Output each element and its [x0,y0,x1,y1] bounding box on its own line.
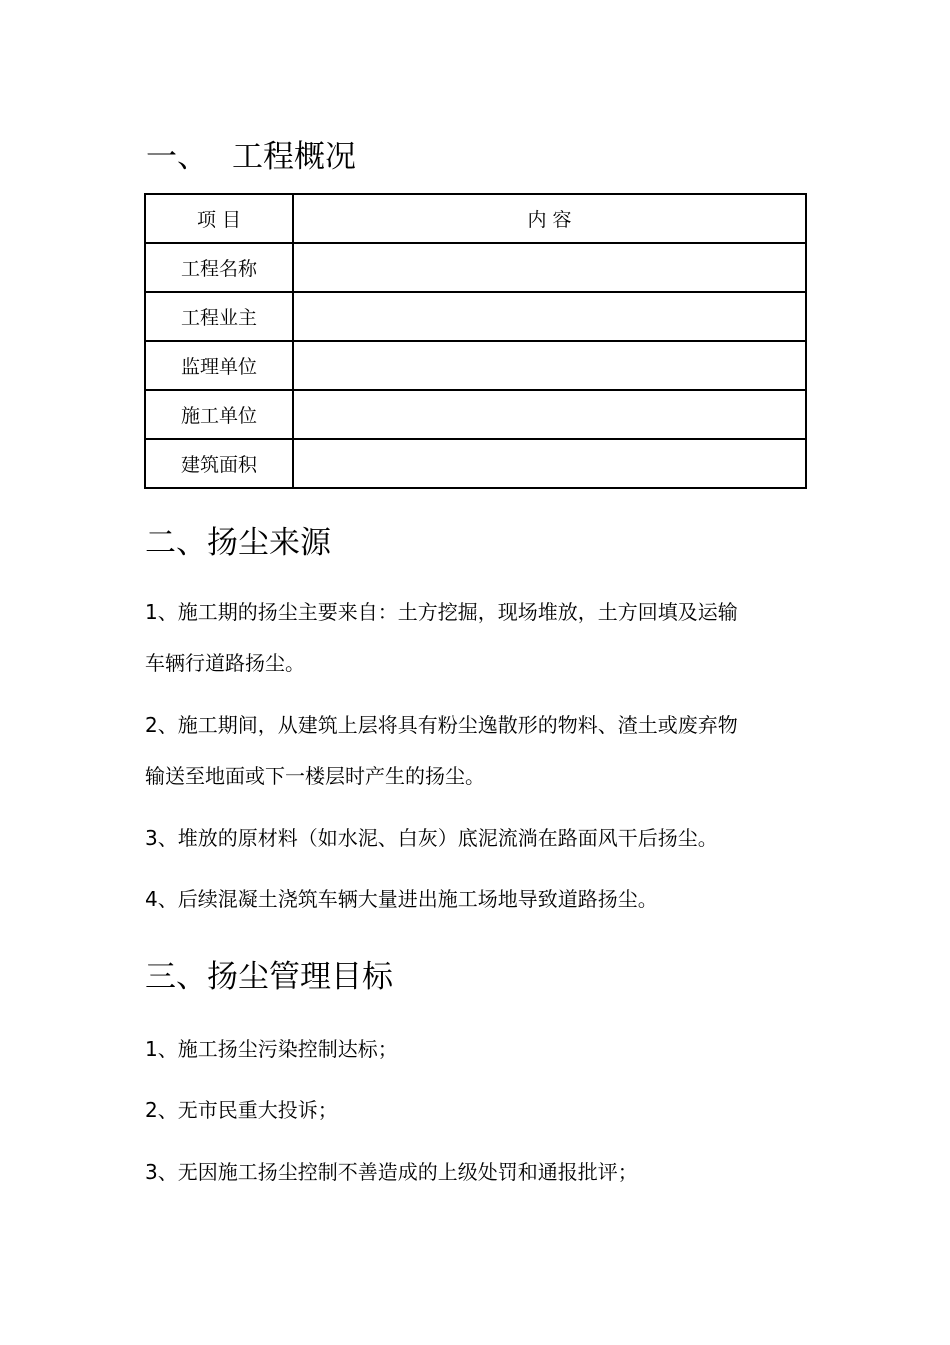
section2-paragraph-3: 3、堆放的原材料（如水泥、白灰）底泥流淌在路面风干后扬尘。 [145,826,718,850]
section3-item-1: 1、施工扬尘污染控制达标； [145,1037,398,1061]
section2-paragraph-2-line-1: 2、施工期间，从建筑上层将具有粉尘逸散形的物料、渣土或废弃物 [145,713,738,737]
row-value [293,439,806,488]
section2-paragraph-4: 4、后续混凝土浇筑车辆大量进出施工场地导致道路扬尘。 [145,887,658,911]
section2-paragraph-1-line-2: 车辆行道路扬尘。 [145,651,305,675]
section1-title: 工程概况 [232,139,356,175]
table-row [145,439,806,488]
row-label: 施工单位 [145,390,293,439]
row-value [293,292,806,341]
table-header-row [145,194,806,243]
header-item: 项 目 [145,194,293,243]
section3-item-3: 3、无因施工扬尘控制不善造成的上级处罚和通报批评； [145,1160,638,1184]
row-label: 工程业主 [145,292,293,341]
section3-item-2: 2、无市民重大投诉； [145,1098,338,1122]
row-label: 监理单位 [145,341,293,390]
row-label: 工程名称 [145,243,293,292]
section1-number: 一、 [146,139,208,175]
section2-title: 二、扬尘来源 [145,525,331,561]
section2-paragraph-1-line-1: 1、施工期的扬尘主要来自：土方挖掘，现场堆放，土方回填及运输 [145,600,738,624]
section3-title: 三、扬尘管理目标 [145,959,393,995]
table-row [145,243,806,292]
header-content: 内 容 [293,194,806,243]
section2-paragraph-2-line-2: 输送至地面或下一楼层时产生的扬尘。 [145,764,485,788]
table-row [145,292,806,341]
row-value [293,390,806,439]
row-label: 建筑面积 [145,439,293,488]
row-value [293,243,806,292]
table-row [145,390,806,439]
row-value [293,341,806,390]
project-overview-table [144,193,807,489]
table-row [145,341,806,390]
